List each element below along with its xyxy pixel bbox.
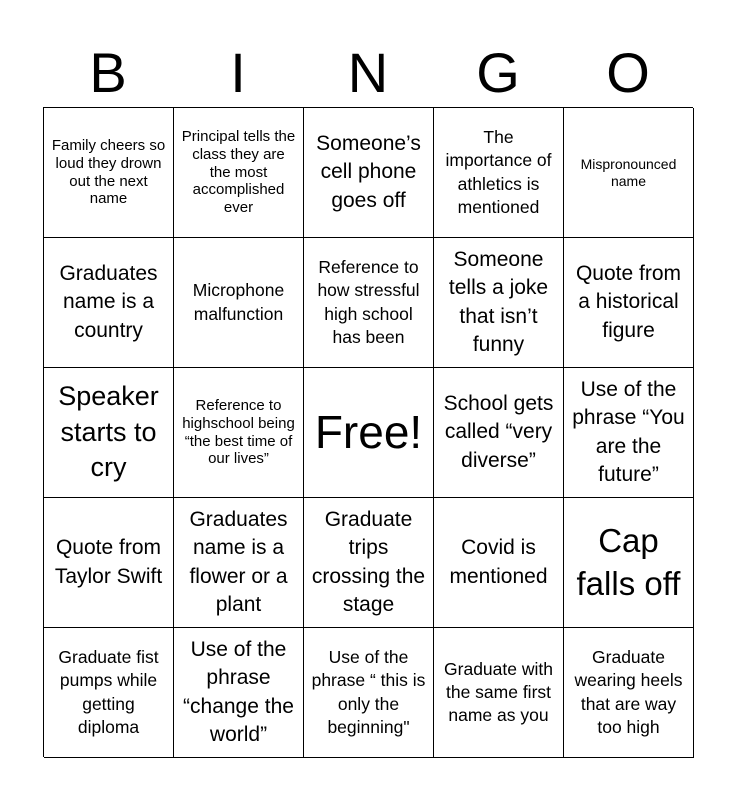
bingo-square[interactable] — [44, 628, 174, 758]
bingo-square[interactable] — [44, 108, 174, 238]
square-text: Microphone malfunction — [192, 280, 285, 324]
bingo-square[interactable] — [174, 498, 304, 628]
square-text: Use of the phrase “change the world” — [183, 637, 294, 746]
square-text: Family cheers so loud they drown out the next name — [51, 137, 166, 208]
free-square-text: Free! — [314, 406, 423, 459]
square-text: Graduate wearing heels that are way too high — [574, 647, 683, 737]
square-text: Graduates name is a flower or a plant — [189, 507, 288, 616]
square-text: The importance of athletics is mentioned — [445, 127, 552, 217]
bingo-square[interactable] — [304, 108, 434, 238]
header-letter-o: O — [606, 41, 650, 104]
square-text: Reference to highschool being “the best time of our lives” — [182, 397, 295, 468]
square-text: Someone’s cell phone goes off — [316, 131, 421, 212]
square-text: Graduate with the same first name as you — [444, 658, 553, 726]
square-text: Someone tells a joke that isn’t funny — [448, 247, 549, 356]
header-letter-i: I — [230, 41, 246, 104]
square-text: Quote from Taylor Swift — [54, 536, 163, 588]
bingo-square[interactable] — [434, 628, 564, 758]
square-text: Covid is mentioned — [449, 536, 548, 588]
bingo-square[interactable] — [174, 368, 304, 498]
square-text: School gets called “very diverse” — [443, 391, 554, 472]
bingo-square[interactable] — [174, 628, 304, 758]
bingo-square[interactable] — [564, 498, 694, 628]
free-square[interactable] — [304, 368, 434, 498]
bingo-square[interactable] — [564, 238, 694, 368]
header-letter-n: N — [347, 41, 389, 104]
square-text: Cap falls off — [576, 522, 681, 602]
header-letter-g: G — [476, 41, 520, 104]
bingo-card — [43, 107, 693, 757]
bingo-square[interactable] — [434, 108, 564, 238]
bingo-square[interactable] — [564, 628, 694, 758]
bingo-header — [43, 38, 693, 108]
square-text: Speaker starts to cry — [58, 381, 159, 483]
square-text: Mispronounced name — [580, 155, 677, 189]
bingo-square[interactable] — [44, 238, 174, 368]
bingo-square[interactable] — [434, 238, 564, 368]
square-text: Use of the phrase “You are the future” — [572, 377, 685, 486]
square-text: Use of the phrase “ this is only the beginning" — [311, 647, 426, 737]
bingo-square[interactable] — [564, 368, 694, 498]
square-text: Graduate trips crossing the stage — [311, 507, 426, 616]
bingo-square[interactable] — [304, 238, 434, 368]
bingo-square[interactable] — [304, 498, 434, 628]
square-text: Principal tells the class they are the most accomplished ever — [181, 128, 296, 217]
square-text: Graduate fist pumps while getting diploma — [58, 647, 159, 737]
bingo-square[interactable] — [174, 108, 304, 238]
bingo-square[interactable] — [564, 108, 694, 238]
bingo-square[interactable] — [44, 498, 174, 628]
bingo-square[interactable] — [434, 498, 564, 628]
square-text: Graduates name is a country — [59, 261, 158, 342]
square-text: Reference to how stressful high school has been — [317, 257, 420, 347]
bingo-square[interactable] — [174, 238, 304, 368]
header-letter-b: B — [89, 41, 127, 104]
square-text: Quote from a historical figure — [575, 261, 682, 342]
bingo-square[interactable] — [434, 368, 564, 498]
bingo-square[interactable] — [304, 628, 434, 758]
bingo-square[interactable] — [44, 368, 174, 498]
